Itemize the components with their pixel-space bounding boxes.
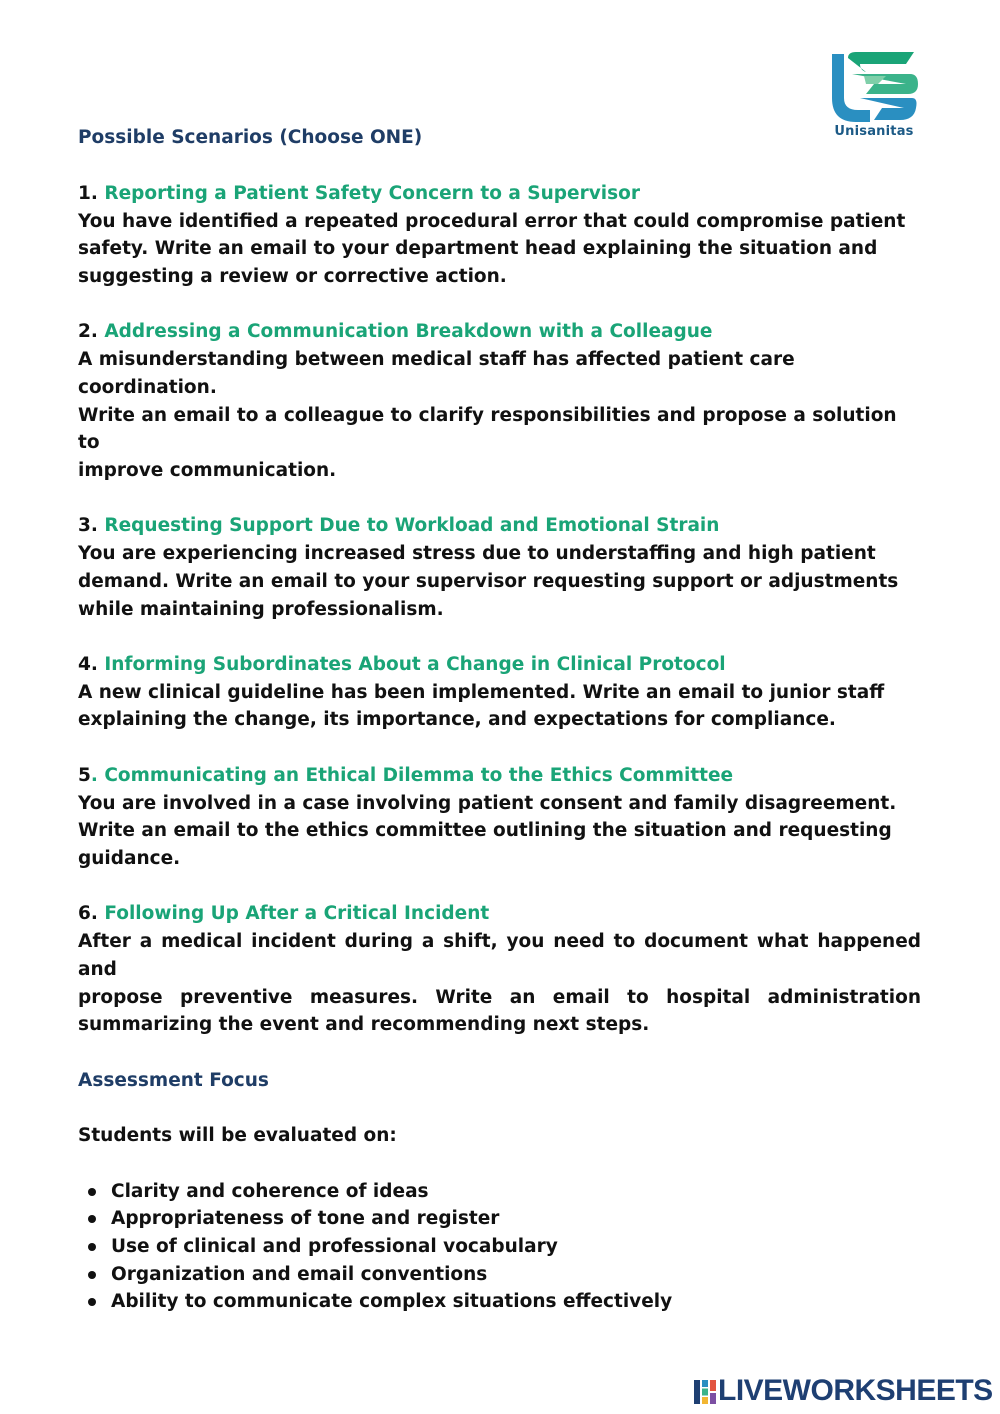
scenario-number: 1.	[78, 182, 98, 204]
scenario-title	[78, 180, 921, 208]
scenario-line: A new clinical guideline has been implemented. Write an email to junior staff	[78, 681, 885, 703]
liveworksheets-brand: LIVEWORKSHEETS	[718, 1374, 993, 1407]
scenario-number: 2.	[78, 321, 98, 343]
criteria-item: Clarity and coherence of ideas	[111, 1178, 921, 1206]
scenario-name: Addressing a Communication Breakdown with a Colleague	[104, 321, 713, 343]
criteria-item: Ability to communicate complex situations effectively	[111, 1288, 921, 1316]
scenario-name: Requesting Support Due to Workload and Emotional Strain	[104, 515, 720, 537]
scenario-name: . Communicating an Ethical Dilemma to the Ethics Committee	[90, 764, 734, 786]
scenario-1	[78, 180, 921, 291]
scenario-line: improve communication.	[78, 459, 337, 481]
scenario-line: Write an email to a colleague to clarify responsibilities and propose a solution to	[78, 404, 897, 454]
scenario-title	[78, 651, 921, 679]
assessment-intro: Students will be evaluated on:	[78, 1125, 397, 1147]
scenario-line: summarizing the event and recommending next steps.	[78, 1014, 650, 1036]
scenario-line: guidance.	[78, 848, 181, 870]
scenario-line: Write an email to the ethics committee outlining the situation and requesting	[78, 820, 892, 842]
page-heading: Possible Scenarios (Choose ONE)	[78, 127, 423, 148]
scenario-title	[78, 762, 921, 790]
unisanitas-logo-mark	[826, 50, 922, 126]
scenario-3	[78, 512, 921, 623]
main-content	[78, 124, 921, 1316]
logo-text: Unisanitas	[834, 124, 914, 139]
scenario-line: explaining the change, its importance, and expectations for compliance.	[78, 709, 836, 731]
liveworksheets-icon	[694, 1380, 716, 1404]
scenario-number: 6.	[78, 903, 98, 925]
scenario-line: while maintaining professionalism.	[78, 598, 444, 620]
scenario-number: 5	[78, 764, 91, 786]
scenario-line: safety. Write an email to your department head explaining the situation and	[78, 238, 878, 260]
scenario-5	[78, 762, 921, 873]
scenario-name: Following Up After a Critical Incident	[104, 903, 490, 925]
scenario-line: You are involved in a case involving patient consent and family disagreement.	[78, 792, 897, 814]
scenario-line: You have identified a repeated procedural error that could compromise patient	[78, 210, 906, 232]
scenario-line: After a medical incident during a shift, you need to document what happened and	[78, 931, 921, 980]
criteria-item: Use of clinical and professional vocabulary	[111, 1233, 921, 1261]
scenario-line: You are experiencing increased stress due to understaffing and high patient	[78, 543, 876, 565]
assessment-heading: Assessment Focus	[78, 1069, 269, 1091]
scenario-number: 3.	[78, 515, 98, 537]
scenario-line: suggesting a review or corrective action.	[78, 265, 507, 287]
scenario-title	[78, 900, 921, 928]
scenario-name: Reporting a Patient Safety Concern to a Supervisor	[104, 182, 640, 204]
scenario-line: A misunderstanding between medical staff has affected patient care coordination.	[78, 349, 795, 398]
criteria-item: Appropriateness of tone and register	[111, 1205, 921, 1233]
scenario-4	[78, 651, 921, 734]
scenario-name: Informing Subordinates About a Change in Clinical Protocol	[104, 653, 726, 675]
criteria-list	[78, 1178, 921, 1317]
scenario-line: propose preventive measures. Write an email to hospital administration	[78, 986, 921, 1008]
liveworksheets-footer	[694, 1374, 993, 1408]
scenario-number: 4.	[78, 653, 98, 675]
scenario-2	[78, 318, 921, 485]
scenario-line: demand. Write an email to your supervisor requesting support or adjustments	[78, 570, 899, 592]
scenario-title	[78, 512, 921, 540]
scenario-6	[78, 900, 921, 1039]
scenario-title	[78, 318, 921, 346]
criteria-item: Organization and email conventions	[111, 1261, 921, 1289]
